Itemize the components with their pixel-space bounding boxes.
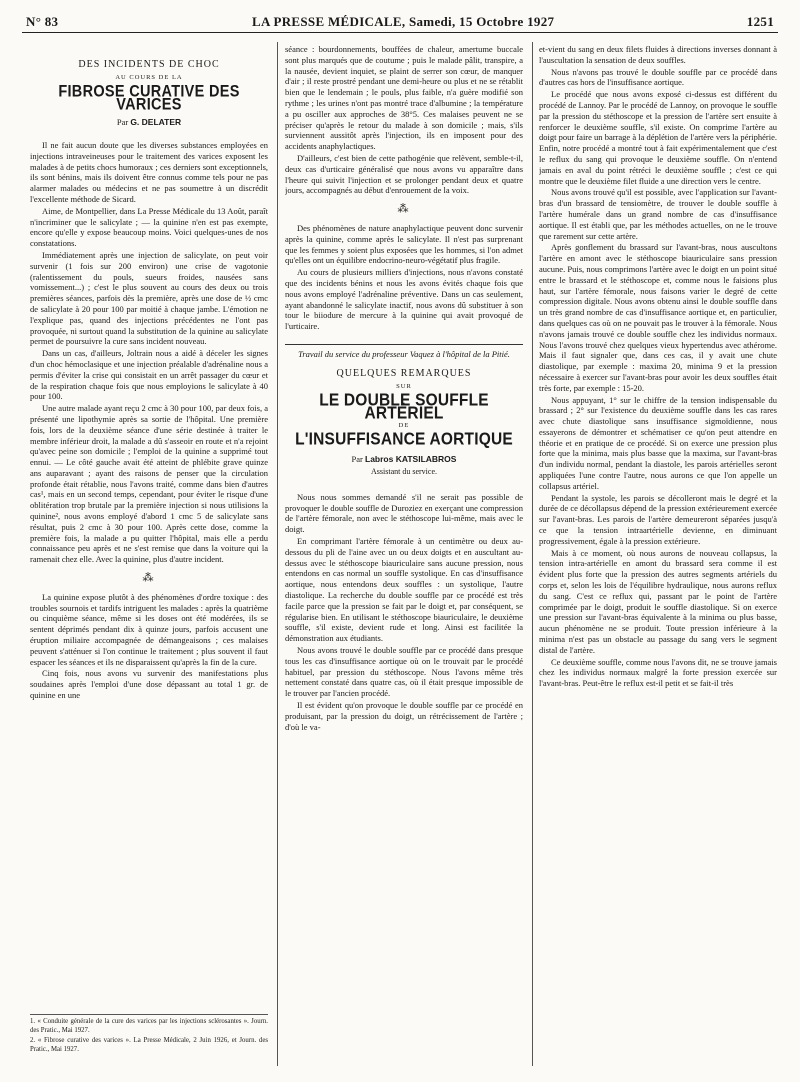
article1-title: FIBROSE CURATIVE DES VARICES [58,82,240,114]
footnote: 1. « Conduite générale de la cure des varices par les injections sclérosantes ». Journ. des Pratic., Mai 1927. [30,1018,268,1034]
article2-author: Labros KATSILABROS [365,454,457,465]
article2-kicker: QUELQUES REMARQUES [336,368,472,380]
paragraph: La quinine expose plutôt à des phénomènes d'ordre toxique : des troubles sournois et tardifs intriguent les malades : après la quatrième ou cinquième séance, même si les doses ont été modérées, ils se sentent déprimés pendant dix à quinze jours, parfois accusent une éruption miliaire accompagnée de démangeaisons ; ces malaises peuvent s'atténuer si l'on continue le traitement ; plus souvent il faut espacer les séances et ils ne disparaissent qu'après la fin de la cure. [30,591,268,667]
paragraph: Immédiatement après une injection de salicylate, on peut voir survenir (1 fois sur 200 environ) une crise de vagotonie (ralentissement du pouls, sueurs froides, nausées sans vomissement...) ; c'est le plus souvent au cours des deux ou trois premières séances, parfois dès la première, après une dose de ½ cmc de salicylate à 20 pour 100 par moitié à chaque jambe. L'émotion ne l'explique pas, quand des injections précédentes ne l'ont pas provoquée, ni surtout quand la substitution de la quinine au salicylate permet de poursuivre la cure sans incident nouveau. [30,249,268,347]
article1-author: G. DELATER [130,117,182,128]
asterism: ⁂ [142,572,156,585]
paragraph: et-vient du sang en deux filets fluides à directions inverses donnant à l'auscultation la sensation de deux souffles. [539,44,777,65]
paragraph: Il ne fait aucun doute que les diverses substances employées en injections intraveineuses pour le traitement des varices exposent les malades à de petits chocs humoraux ; ces derniers sont exceptionnels, ils sont bénins, mais ils doivent être connus comme tels pour ne pas alarmer malades ou médecins et ne pas soumettre à un discrédit l'excellente méthode de Sicard. [30,139,268,204]
issue-number: N° 83 [26,14,59,29]
paragraph: D'ailleurs, c'est bien de cette pathogénie que relèvent, semble-t-il, deux cas d'urticaire généralisé que nous avons vu apparaître dans l'heure qui suivit l'injection et se prolonger pendant deux et quatre jours, accompagnés au début d'enrouement de la voix. [285,152,523,196]
page-header [22,10,778,33]
section-separator [285,344,523,345]
byline-prefix: Par [116,117,129,128]
paragraph: Cinq fois, nous avons vu survenir des manifestations plus soudaines après l'emploi d'une dose dépassant au total 1 gr. de quinine en une [30,668,268,701]
paragraph: Nous avons trouvé qu'il est possible, avec l'application sur l'avant-bras d'un brassard de tensiomètre, de trouver le double souffle à l'artère humérale dans un grand nombre de cas d'insuffisance aortique. Il est établi que, par les méthodes actuelles, on ne le trouve que rarement sur cette artère. [539,187,777,241]
paragraph: Mais à ce moment, où nous aurons de nouveau collapsus, la tension intra-artérielle en amont du brassard sera comme il est évident plus forte que la pression des autres segments artériels du corps et, selon les lois de l'équilibre hydraulique, nous aurons reflux du sang. C'est ce reflux qui, passant par le point de l'artère comprimée par le doigt, produit le souffle diastolique. Si on exerce une pression sur l'avant-bras équivalente à la minima ou plus basse, aucun phénomène ne se produit. Toute pression inférieure à la minima n'est pas un obstacle au passage du sang vers le segment distal de l'artère. [539,547,777,655]
column-2 [285,44,523,1064]
paragraph: Nous appuyant, 1° sur le chiffre de la tension indispensable du brassard ; 2° sur l'existence du deuxième souffle dans les cas rares avec chute diastolique sans insuffisance sigmoïdienne, nous essayerons de démontrer et schématiser ce qu'on peut attendre en théorie et en pratique de ce procédé. Si on exerce une pression plus forte que la minima, mais plus basse que la maxima, sur l'avant-bras d'un individu normal, pendant la diastole, les parois artérielles seront appliquées l'une contre l'autre, nous aurons ce que l'on appelle un collapsus artériel. [539,394,777,491]
paragraph: Ce deuxième souffle, comme nous l'avons dit, ne se trouve jamais chez les individus normaux malgré la forte pression exercée sur l'avant-bras. Peut-être le reflux est-il petit et se fait-il très [539,656,777,689]
footnotes [30,1014,268,1056]
page-number: 1251 [746,14,774,29]
article2-author-role: Assistant du service. [371,467,437,476]
column-rule-left [277,42,278,1066]
paragraph: séance : bourdonnements, bouffées de chaleur, amertume buccale sont plus marqués que de coutume ; puis le malade pâlit, transpire, a la nausée, devient inquiet, se plaint de serrer son cœur, de manquer d'air ; il reste prostré pendant une demi-heure ou plus et ne se rétablit bien que le lendemain ; le pouls, plus faible, n'a guère modifié son rythme ; les urines n'ont pas montré trace d'albumine ; la température a pu osciller aux approches de 38°5. Ces malaises peuvent ne se préciser qu'après le retour du malade à son domicile ; mais, s'ils surviennent aussitôt après l'injection, ils en imposent pour des accidents anaphylactiques. [285,44,523,152]
paragraph: Dans un cas, d'ailleurs, Joltrain nous a aidé à déceler les signes d'un choc hémoclasique et une injection préalable d'adrénaline nous a permis d'éviter la crise qui consistait en un arrêt passager du cœur et de la respiration chaque fois que nous employions le salicylate à 40 pour 100. [30,348,268,402]
paragraph: Une autre malade ayant reçu 2 cmc à 30 pour 100, par deux fois, a présenté une lipothymie après sa sortie de l'hôpital. Une première fois, lors de la deuxième séance d'une série destinée à traiter le membre inférieur droit, la malade a dû s'asseoir en route et n'a rejoint qu'avec peine son domicile ; l'emploi de la quinine a supprimé tout ennui. — Le côté gauche avait été atteint de phlébite grave quinze ans auparavant ; ayant des raisons de penser que la circulation profonde était rétablie, nous l'avons traité, comme dans bien d'autres cas¹, mais en un second temps, cependant, pour éviter le risque d'une oblitération trop brutale par la première injection si nous utilisions la quinine², nous avons employé d'abord 1 cmc 5 de salicylate sans résultat, puis 2 cmc à 30 pour 100. Après cette dose, comme la première fois, la malade a pu quitter l'hôpital, mais elle a perdu connaissance peu après et ne s'est remise que dans la voiture qui la ramenait chez elle. Avec la quinine, plus d'autre incident. [30,403,268,565]
article1-byline [30,117,268,128]
service-note: Travail du service du professeur Vaquez à l'hôpital de la Pitié. [298,348,510,359]
article2-byline [285,454,523,465]
article1-sub: AU COURS DE LA [115,73,183,81]
article2-title-line2: L'INSUFFISANCE AORTIQUE [295,429,513,450]
paragraph: Pendant la systole, les parois se décolleront mais le degré et la durée de ce décollapsus dépend de la pression extérieurement exercée sur l'avant-bras. Les parois de l'artère demeureront séparées jusqu'à ce que la tension intraartérielle devienne, en diminuant progressivement, égale à la pression extérieure. [539,492,777,546]
column-3 [539,44,777,1064]
paragraph: En comprimant l'artère fémorale à un centimètre ou deux au-dessous du pli de l'aine avec un ou deux doigts et en auscultant au-dessus avec le stéthoscope biauriculaire sans aucune pression, nous entendons en cas normal un souffle systolique. En cas d'insuffisance aortique, nous entendons deux souffles : un systolique, l'autre diastolique. La recherche du double souffle par ce procédé est très facile parce que la pression se fait par le doigt et, par conséquent, se régularise bien. En utilisant le stéthoscope biauriculaire, le deuxième souffle, s'il existe, devient rude et long. Ainsi est facilitée la démonstration aux étudiants. [285,535,523,644]
article1-kicker: DES INCIDENTS DE CHOC [78,59,220,70]
paragraph: Le procédé que nous avons exposé ci-dessus est différent du procédé de Lannoy. Par le procédé de Lannoy, on provoque le souffle par la pression du stéthoscope et la pression de l'artère sert ensuite à renforcer le deuxième souffle, s'il existe. On comprime l'artère au doigt pour faire un barrage à la déplétion de l'artère vers la périphérie. Enfin, notre procédé a montré tout à fait expérimentalement que c'est le reflux du sang qui provoque le deuxième souffle. On n'entend jamais en aval du point rétréci le deuxième souffle ; c'est ce qui montre que le deuxième filet fluide a une direction vers le centre. [539,89,777,186]
byline-prefix: Par [351,454,363,465]
column-rule-right [532,42,533,1066]
article2-title-line1: LE DOUBLE SOUFFLE ARTÉRIEL [319,390,489,423]
paragraph: Nous avons trouvé le double souffle par ce procédé dans presque tous les cas d'insuffisance aortique où on le trouvait par le procédé habituel, par pression du stéthoscope. Nous l'avons même très nettement constaté dans quatre cas, où il était presque impossible de le trouver par l'ancien procédé. [285,644,523,699]
column-1 [30,44,268,1056]
paragraph: Nous nous sommes demandé s'il ne serait pas possible de provoquer le double souffle de Duroziez en exerçant une compression de l'artère fémorale, non avec le stéthoscope lui-même, mais avec le doigt. [285,491,523,535]
paragraph: Des phénomènes de nature anaphylactique peuvent donc survenir après la quinine, comme après le salicylate. Il n'est pas surprenant que les femmes y soient plus exposées que les hommes, si l'on admet qu'elles ont un équilibre endocrino-neuro-végétatif plus fragile. [285,222,523,266]
article2-word-sur: SUR [396,383,412,391]
paragraph: Au cours de plusieurs milliers d'injections, nous n'avons constaté que des incidents bénins et nous les avons évités chaque fois que nous avons employé l'adrénaline préventive. Dans un cas seulement, ayant abandonné le salicylate inactif, nous avons dû substituer à son tour le biiodure de mercure à la quinine qui avait provoqué de l'urticaire. [285,267,523,332]
article2-word-de: DE [398,421,410,429]
newspaper-page [22,10,778,1074]
paragraph: Après gonflement du brassard sur l'avant-bras, nous auscultons l'artère en amont avec le stéthoscope biauriculaire sans pression aucune. Puis, nous comprimons l'artère avec le doigt en un point situé entre le brassard et le stéthoscope et, comme nous le faisions plus haut, sur l'artère fémorale, nous faisons varier le degré de cette compression digitale. Nous avons obtenu ainsi le double souffle dans un très grand nombre de cas d'insuffisance aortique et, en particulier, dans quelques cas où on ne pouvait pas le trouver à la fémorale. Nous n'avons jamais trouvé ce double souffle chez les individus normaux. Nous l'avons trouvé chez quelques vieux hypertendus avec athérome. Mais il faut signaler que, dans ces cas, il y avait une chute diastolique, par exemple : maxima 20, minima 9 et la pression nécessaire à exercer sur l'avant-bras pour avoir les deux souffles était très forte, par exemple : 15-20. [539,242,777,393]
footnote: 2. « Fibrose curative des varices ». La Presse Médicale, 2 Juin 1926, et Journ. des Pratic., Mai 1927. [30,1037,268,1053]
paragraph: Aime, de Montpellier, dans La Presse Médicale du 13 Août, paraît n'incriminer que le salicylate ; — la quinine n'en est pas exempte, encore qu'elle y expose beaucoup moins. Voici quelques-unes de nos constatations. [30,205,268,249]
paragraph: Nous n'avons pas trouvé le double souffle par ce procédé dans d'autres cas hors de l'insuffisance aortique. [539,66,777,88]
journal-title: LA PRESSE MÉDICALE, Samedi, 15 Octobre 1927 [252,14,555,29]
paragraph: Il est évident qu'on provoque le double souffle par ce procédé en produisant, par la pression du doigt, un rétrécissement de l'artère ; d'où le va- [285,699,523,732]
asterism: ⁂ [397,203,411,216]
